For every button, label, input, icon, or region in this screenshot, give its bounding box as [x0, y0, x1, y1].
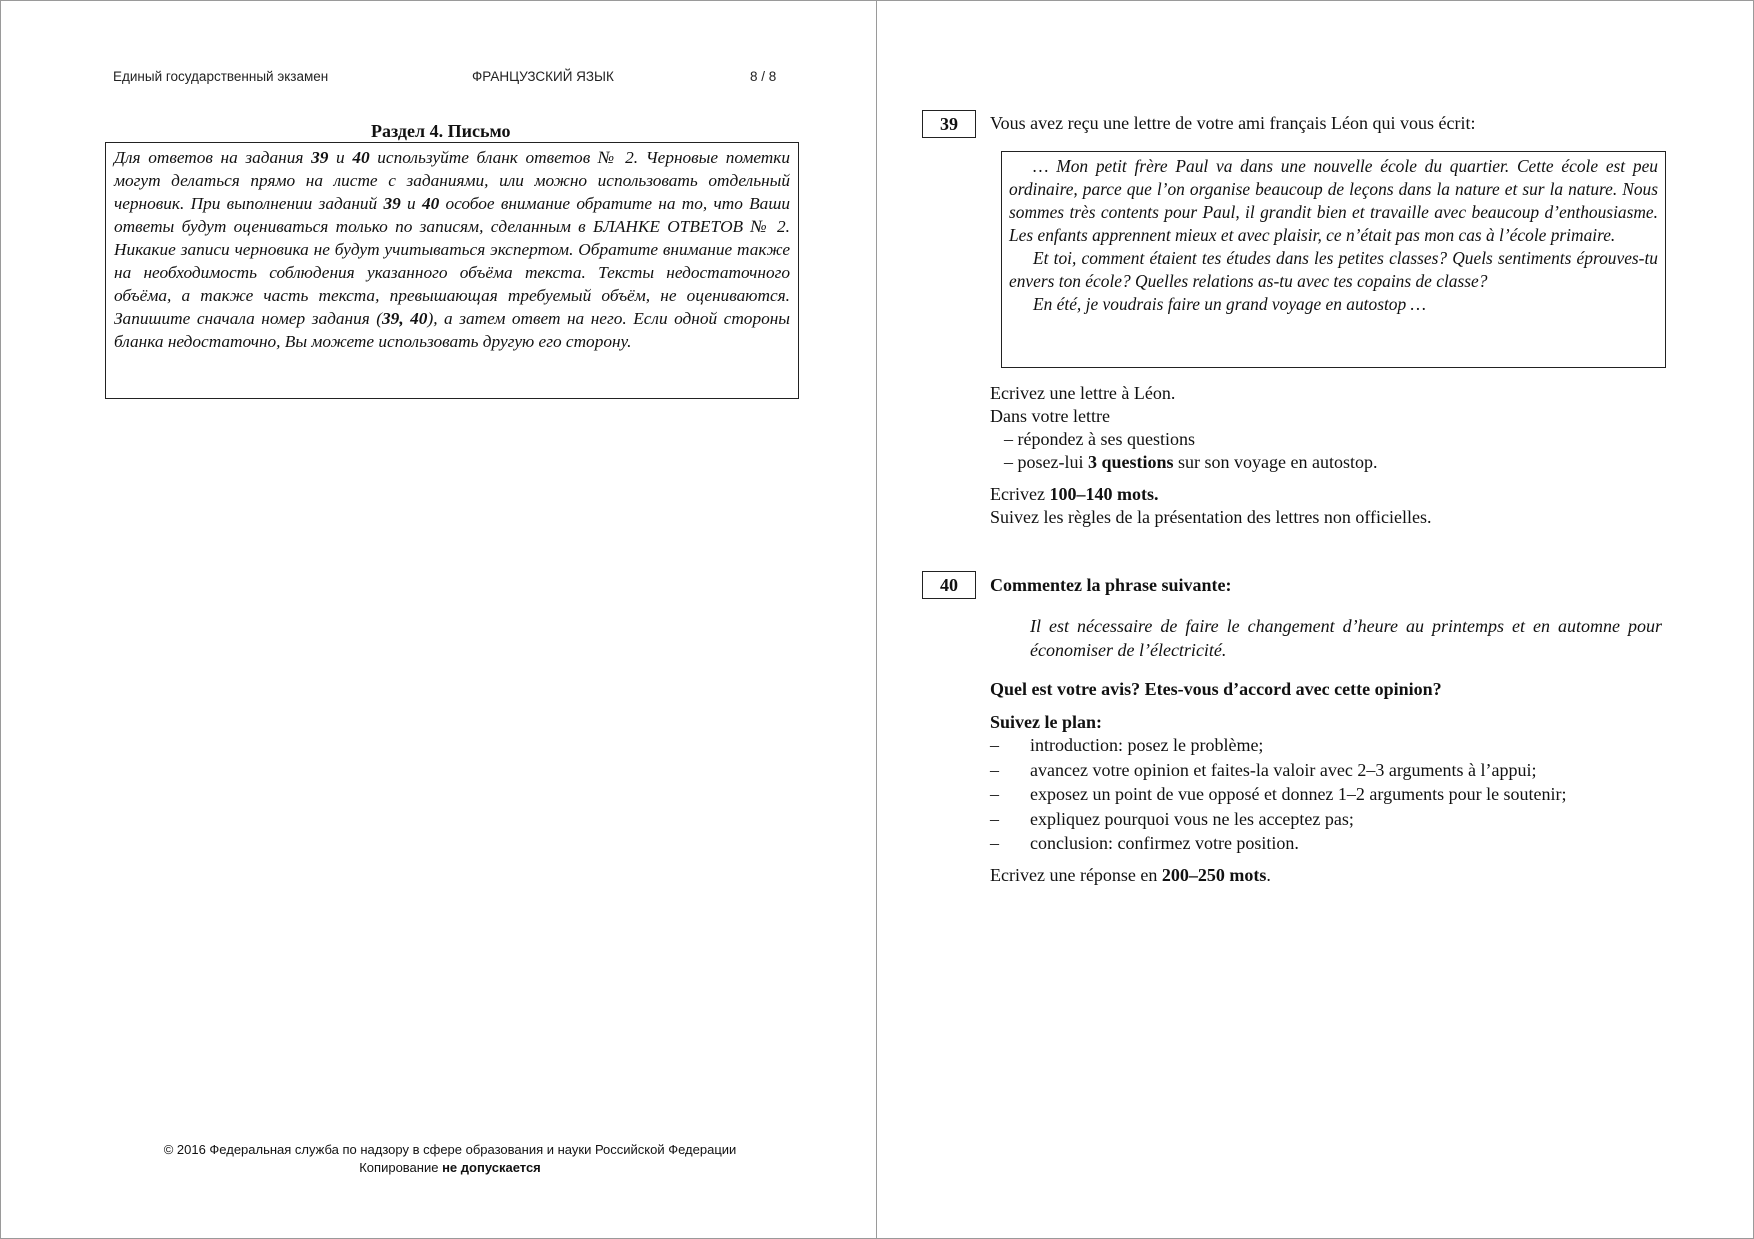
- header-subject: ФРАНЦУЗСКИЙ ЯЗЫК: [472, 69, 614, 84]
- task-39-intro: Vous avez reçu une lettre de votre ami français Léon qui vous écrit:: [990, 113, 1476, 133]
- task-40-question: Quel est votre avis? Etes-vous d’accord avec cette opinion?: [990, 679, 1442, 699]
- plan-list: [990, 733, 1567, 856]
- letter-paragraph: En été, je voudrais faire un grand voyage en autostop …: [1033, 294, 1426, 314]
- plan-item: – avancez votre opinion et faites-la valoir avec 2–3 arguments à l’appui;: [990, 759, 1537, 780]
- plan-item: – exposez un point de vue opposé et donnez 1–2 arguments pour le soutenir;: [990, 784, 1567, 804]
- task-40-quote: Il est nécessaire de faire le changement d’heure au printemps et en automne pour économiser de l’électricité.: [1030, 616, 1662, 660]
- task-40-number: 40: [922, 571, 976, 599]
- plan-item: – conclusion: confirmez votre position.: [990, 833, 1299, 853]
- task-40-title: Commentez la phrase suivante:: [990, 575, 1232, 595]
- task-39-word-count: Ecrivez 100–140 mots. Suivez les règles de la présentation des lettres non officielles.: [990, 484, 1432, 527]
- task-40-word-count: Ecrivez une réponse en 200–250 mots.: [990, 865, 1271, 885]
- task-39-number: 39: [922, 110, 976, 138]
- plan-item: – expliquez pourquoi vous ne les acceptez pas;: [990, 808, 1354, 829]
- letter-box: [1001, 151, 1666, 368]
- task-39-item: – posez-lui 3 questions sur son voyage en autostop.: [1004, 452, 1378, 472]
- header-page-number: 8 / 8: [750, 69, 777, 84]
- task-39-instructions: [990, 382, 1377, 474]
- page-divider: [876, 0, 877, 1239]
- in-letter: Dans votre lettre: [990, 406, 1110, 426]
- letter-paragraph: … Mon petit frère Paul va dans une nouvelle école du quartier. Cette école est peu ordinaire, parce que l’on organise beaucoup de leçons dans la nature et sur la nature. Nous sommes très contents pour Paul, il grandit bien et travaille avec beaucoup d’enthousiasme. Les enfants apprennent mieux et avec plaisir, ce n’était pas mon cas à l’école primaire.: [1009, 156, 1658, 245]
- plan-title: Suivez le plan:: [990, 712, 1103, 732]
- footer-copy-notice: Копирование не допускается: [359, 1160, 541, 1175]
- instructions-box: Для ответов на задания 39 и 40 используйте бланк ответов № 2. Черновые пометки могут делаться прямо на листе с заданиями, или можно использовать отдельный черновик. При выполнении заданий 39 и 40 особое внимание обратите на то, что Ваши ответы будут оцениваться только по записям, сделанным в БЛАНКЕ ОТВЕТОВ № 2. Никакие записи черновика не будут учитываться экспертом. Обратите внимание также на необходимость соблюдения указанного объёма текста. Тексты недостаточного объёма, а также часть текста, превышающая требуемый объём, не оцениваются. Запишите сначала номер задания (39, 40), а затем ответ на него. Если одной стороны бланка недостаточно, Вы можете использовать другую его сторону.: [105, 142, 799, 399]
- section-title: Раздел 4. Письмо: [371, 121, 511, 141]
- footer-copyright: © 2016 Федеральная служба по надзору в сфере образования и науки Российской Федерации: [163, 1142, 737, 1157]
- write-to: Ecrivez une lettre à Léon.: [990, 383, 1176, 403]
- letter-paragraph: Et toi, comment étaient tes études dans les petites classes? Quels sentiments éprouves-tu envers ton école? Quelles relations as-tu avec tes copains de classe?: [1009, 248, 1658, 291]
- task-39-item: – répondez à ses questions: [1004, 429, 1195, 449]
- header-exam: Единый государственный экзамен: [113, 69, 329, 84]
- footer: [100, 1141, 800, 1177]
- plan-item: – introduction: posez le problème;: [990, 735, 1264, 755]
- rules-line: Suivez les règles de la présentation des lettres non officielles.: [990, 507, 1432, 527]
